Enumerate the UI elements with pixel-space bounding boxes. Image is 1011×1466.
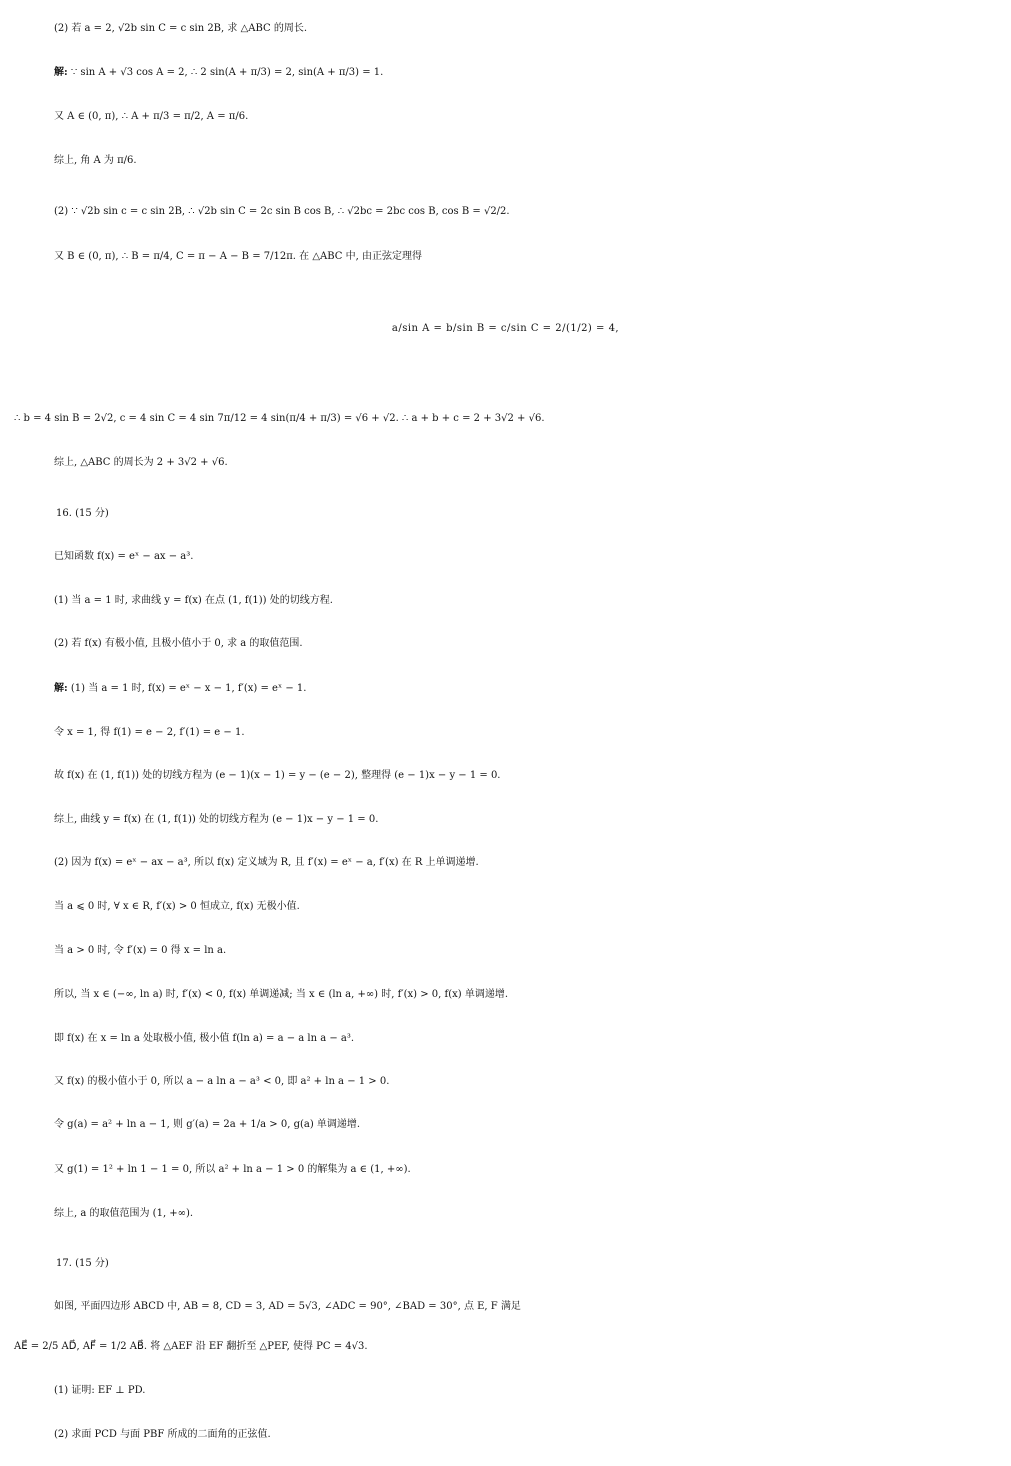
q16-solution-line-2: 令 x = 1, 得 f(1) = e − 2, f′(1) = e − 1. [54,727,245,738]
q15-solution-line-3: 综上, 角 A 为 π/6. [54,155,137,166]
q16-part1: (1) 当 a = 1 时, 求曲线 y = f(x) 在点 (1, f(1)) 处的切线方程. [54,595,333,606]
q15-solution-line-2: 又 A ∈ (0, π), ∴ A + π/3 = π/2, A = π/6. [54,111,249,122]
solution-text: (1) 当 a = 1 时, f(x) = eˣ − x − 1, f′(x) = eˣ − 1. [70,683,307,694]
q15-solution-line-5: 又 B ∈ (0, π), ∴ B = π/4, C = π − A − B = 7/12π. 在 △ABC 中, 由正弦定理得 [54,251,422,262]
q17-heading: 17. (15 分) [56,1258,109,1269]
q16-solution-line-4: 综上, 曲线 y = f(x) 在 (1, f(1)) 处的切线方程为 (e − 1)x − y − 1 = 0. [54,814,379,825]
q16-heading: 16. (15 分) [56,508,109,519]
q16-solution-line-13: 综上, a 的取值范围为 (1, +∞). [54,1208,194,1219]
q16-given: 已知函数 f(x) = eˣ − ax − a³. [54,551,194,562]
q15-solution-line-6: ∴ b = 4 sin B = 2√2, c = 4 sin C = 4 sin 7π/12 = 4 sin(π/4 + π/3) = √6 + √2. ∴ a + b + c = 2 + 3√2 + √6. [14,413,545,424]
q16-part2: (2) 若 f(x) 有极小值, 且极小值小于 0, 求 a 的取值范围. [54,638,303,649]
q16-solution-line-8: 所以, 当 x ∈ (−∞, ln a) 时, f′(x) < 0, f(x) 单调递减; 当 x ∈ (ln a, +∞) 时, f′(x) > 0, f(x) 单调递增. [54,989,508,1000]
q17-stem-line-1: 如图, 平面四边形 ABCD 中, AB = 8, CD = 3, AD = 5√3, ∠ADC = 90°, ∠BAD = 30°, 点 E, F 满足 [54,1301,521,1312]
q16-solution-line-7: 当 a > 0 时, 令 f′(x) = 0 得 x = ln a. [54,945,227,956]
q17-stem-line-2: AE⃗ = 2/5 AD⃗, AF⃗ = 1/2 AB⃗. 将 △AEF 沿 EF 翻折至 △PEF, 使得 PC = 4√3. [14,1341,368,1352]
q16-solution-line-1 [0,678,1011,700]
solution-text: ∵ sin A + √3 cos A = 2, ∴ 2 sin(A + π/3) = 2, sin(A + π/3) = 1. [70,67,384,78]
q17-part1: (1) 证明: EF ⊥ PD. [54,1385,146,1396]
q15-part2-prompt: (2) 若 a = 2, √2b sin C = c sin 2B, 求 △ABC 的周长. [54,23,308,34]
q15-solution-line-7: 综上, △ABC 的周长为 2 + 3√2 + √6. [54,457,228,468]
q15-solution-line-1 [0,62,1011,84]
q16-solution-line-10: 又 f(x) 的极小值小于 0, 所以 a − a ln a − a³ < 0, 即 a² + ln a − 1 > 0. [54,1076,390,1087]
q16-solution-line-12: 又 g(1) = 1² + ln 1 − 1 = 0, 所以 a² + ln a − 1 > 0 的解集为 a ∈ (1, +∞). [54,1164,411,1175]
solution-label: 解: [54,683,68,694]
q16-solution-line-6: 当 a ⩽ 0 时, ∀ x ∈ R, f′(x) > 0 恒成立, f(x) 无极小值. [54,901,300,912]
q16-solution-line-3: 故 f(x) 在 (1, f(1)) 处的切线方程为 (e − 1)(x − 1) = y − (e − 2), 整理得 (e − 1)x − y − 1 = 0. [54,770,501,781]
q16-solution-line-9: 即 f(x) 在 x = ln a 处取极小值, 极小值 f(ln a) = a − a ln a − a³. [54,1033,355,1044]
q17-part2: (2) 求面 PCD 与面 PBF 所成的二面角的正弦值. [54,1429,271,1440]
q15-solution-line-4: (2) ∵ √2b sin c = c sin 2B, ∴ √2b sin C = 2c sin B cos B, ∴ √2bc = 2bc cos B, cos B = √2/2. [54,206,510,217]
sine-rule-equation: a/sin A = b/sin B = c/sin C = 2/(1/2) = 4, [391,323,620,334]
q16-solution-line-5: (2) 因为 f(x) = eˣ − ax − a³, 所以 f(x) 定义域为 R, 且 f′(x) = eˣ − a, f′(x) 在 R 上单调递增. [54,857,479,868]
solution-label: 解: [54,67,68,78]
q16-solution-line-11: 令 g(a) = a² + ln a − 1, 则 g′(a) = 2a + 1/a > 0, g(a) 单调递增. [54,1119,361,1130]
